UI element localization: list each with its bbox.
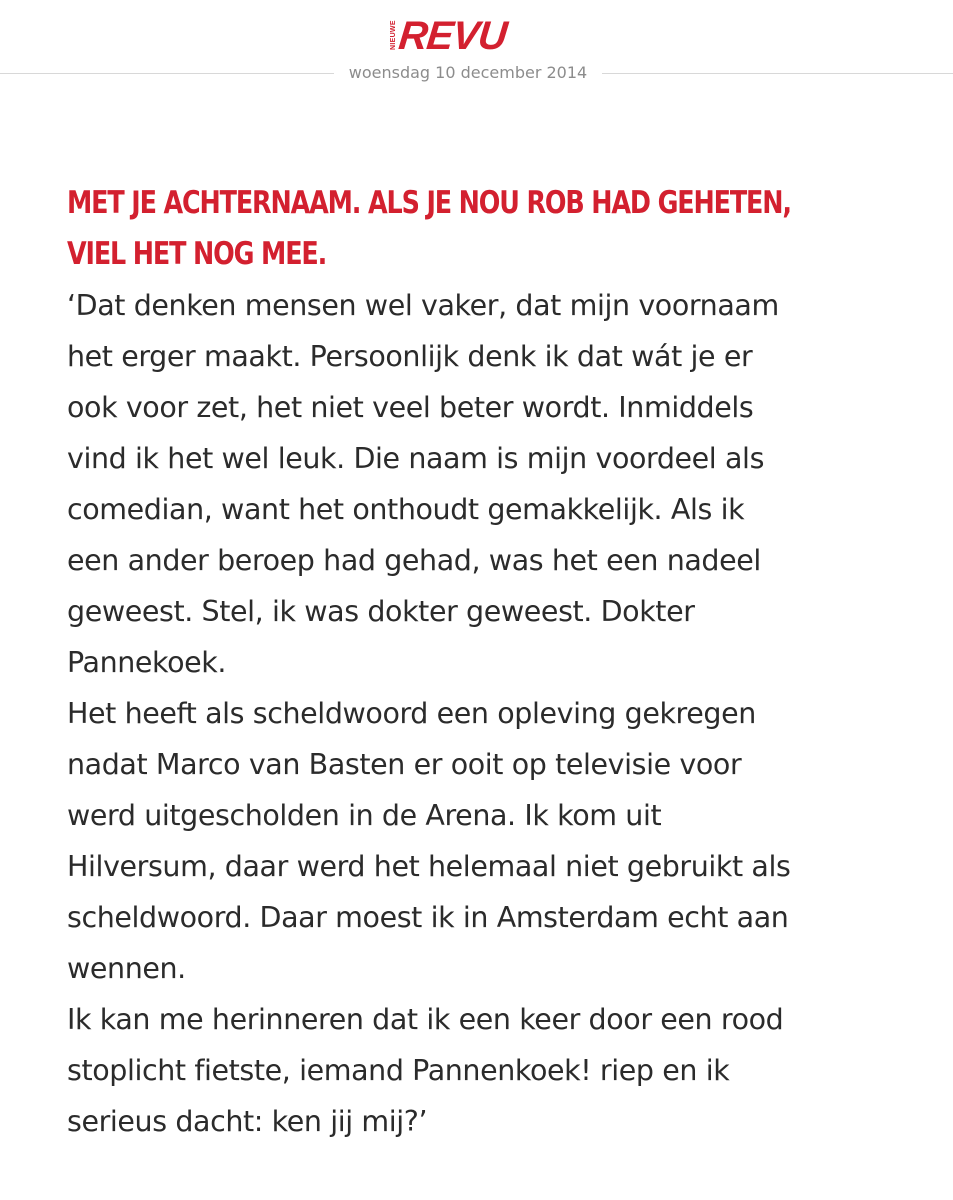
divider-right [602,73,953,74]
text-line: scheldwoord. Daar moest ik in Amsterdam echt aan [67,901,789,934]
text-line: Hilversum, daar werd het helemaal niet gebruikt als [67,850,791,883]
text-line: een ander beroep had gehad, was het een nadeel [67,544,761,577]
text-line: het erger maakt. Persoonlijk denk ik dat wát je er [67,340,753,373]
text-line: Pannekoek. [67,646,227,679]
text-line: geweest. Stel, ik was dokter geweest. Dokter [67,595,695,628]
text-line: comedian, want het onthoudt gemakkelijk. Als ik [67,493,745,526]
revu-logo[interactable] [390,14,509,58]
logo-nieuwe-text: NIEUWE [390,20,397,50]
text-line: Het heeft als scheldwoord een opleving gekregen [67,697,756,730]
text-line: vind ik het wel leuk. Die naam is mijn voordeel als [67,442,765,475]
answer-paragraph-1 [67,280,897,688]
text-line: serieus dacht: ken jij mij?’ [67,1105,428,1138]
date-row [0,61,953,85]
answer-paragraph-2 [67,688,897,994]
text-line: wennen. [67,952,186,985]
answer-paragraph-3 [67,994,897,1147]
text-line: nadat Marco van Basten er ooit op televisie voor [67,748,742,781]
text-line: ook voor zet, het niet veel beter wordt. Inmiddels [67,391,754,424]
text-line: stoplicht fietste, iemand Pannenkoek! riep en ik [67,1054,730,1087]
question-line: VIEL HET NOG MEE. [67,236,327,272]
article-body [67,178,897,1147]
text-line: ‘Dat denken mensen wel vaker, dat mijn voornaam [67,289,779,322]
logo-revu-text: REVU [396,14,509,58]
divider-left [0,73,334,74]
question-line: MET JE ACHTERNAAM. ALS JE NOU ROB HAD GEHETEN, [67,185,791,221]
publication-date: woensdag 10 december 2014 [348,63,588,82]
interview-question [67,178,887,280]
text-line: werd uitgescholden in de Arena. Ik kom uit [67,799,662,832]
masthead [0,0,953,110]
text-line: Ik kan me herinneren dat ik een keer door een rood [67,1003,784,1036]
